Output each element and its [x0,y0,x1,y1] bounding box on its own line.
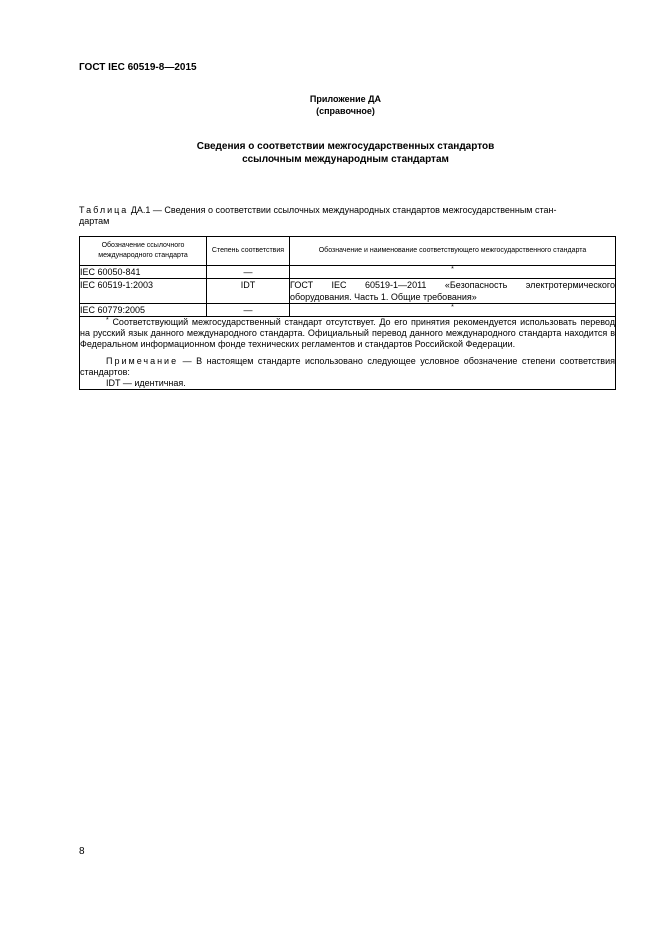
reference-standards-table [79,236,616,390]
footnote-marker: * [451,266,454,273]
cell-national [290,304,616,317]
table-header-row [80,237,616,266]
cell-reference: IEC 60779:2005 [80,304,207,317]
header-degree: Степень соответствия [207,237,290,266]
cell-degree: — [207,304,290,317]
table-row [80,266,616,279]
footnote-marker: * [106,317,109,324]
table-caption-label: Таблица [79,205,129,215]
cell-national [290,266,616,279]
cell-degree: — [207,266,290,279]
cell-national: ГОСТ IEC 60519-1—2011 «Безопасность электротермического оборудования. Часть 1. Общие требования» [290,280,615,302]
header-national-standard: Обозначение и наименование соответствующего межгосударственного стандарта [290,237,616,266]
cell-degree: IDT [207,279,290,304]
table-footnote-row [80,317,616,390]
note-idt: IDT — идентичная. [106,378,186,388]
appendix-title: Приложение ДА [309,94,382,104]
note-text: — В настоящем стандарте использовано следующее условное обозначение степени соответствия стандартов: [80,356,615,377]
table-caption-text-2: дартам [79,216,110,226]
table-row [80,279,616,304]
cell-reference: IEC 60519-1:2003 [80,279,207,304]
note-label: Примечание [106,356,179,366]
main-title-line-1: Сведения о соответствии межгосударственных стандартов [196,141,495,152]
table-footnote [80,317,616,390]
note-paragraph [80,356,615,378]
cell-reference: IEC 60050-841 [80,266,207,279]
footnote-marker: * [451,304,454,311]
main-title-line-2: ссылочным международным стандартам [242,154,449,165]
appendix-heading [0,93,661,117]
main-title [0,140,661,166]
table-caption [79,205,616,227]
document-code: ГОСТ IEC 60519-8—2015 [79,62,197,73]
table-row [80,304,616,317]
table-caption-text: ДА.1 — Сведения о соответствии ссылочных международных стандартов межгосударственным стан- [130,205,557,215]
footnote-paragraph [80,317,615,350]
header-reference-standard: Обозначение ссылочного международного стандарта [80,237,207,266]
page-number: 8 [79,846,85,857]
appendix-subtitle: (справочное) [316,106,375,116]
footnote-text: Соответствующий межгосударственный стандарт отсутствует. До его принятия рекомендуется использовать перевод на русский язык данного международного стандарта. Официальный перевод данного международного стандарта находится в Федеральном информационном фонде технических регламентов и стандартов Российской Федерации. [80,317,615,349]
